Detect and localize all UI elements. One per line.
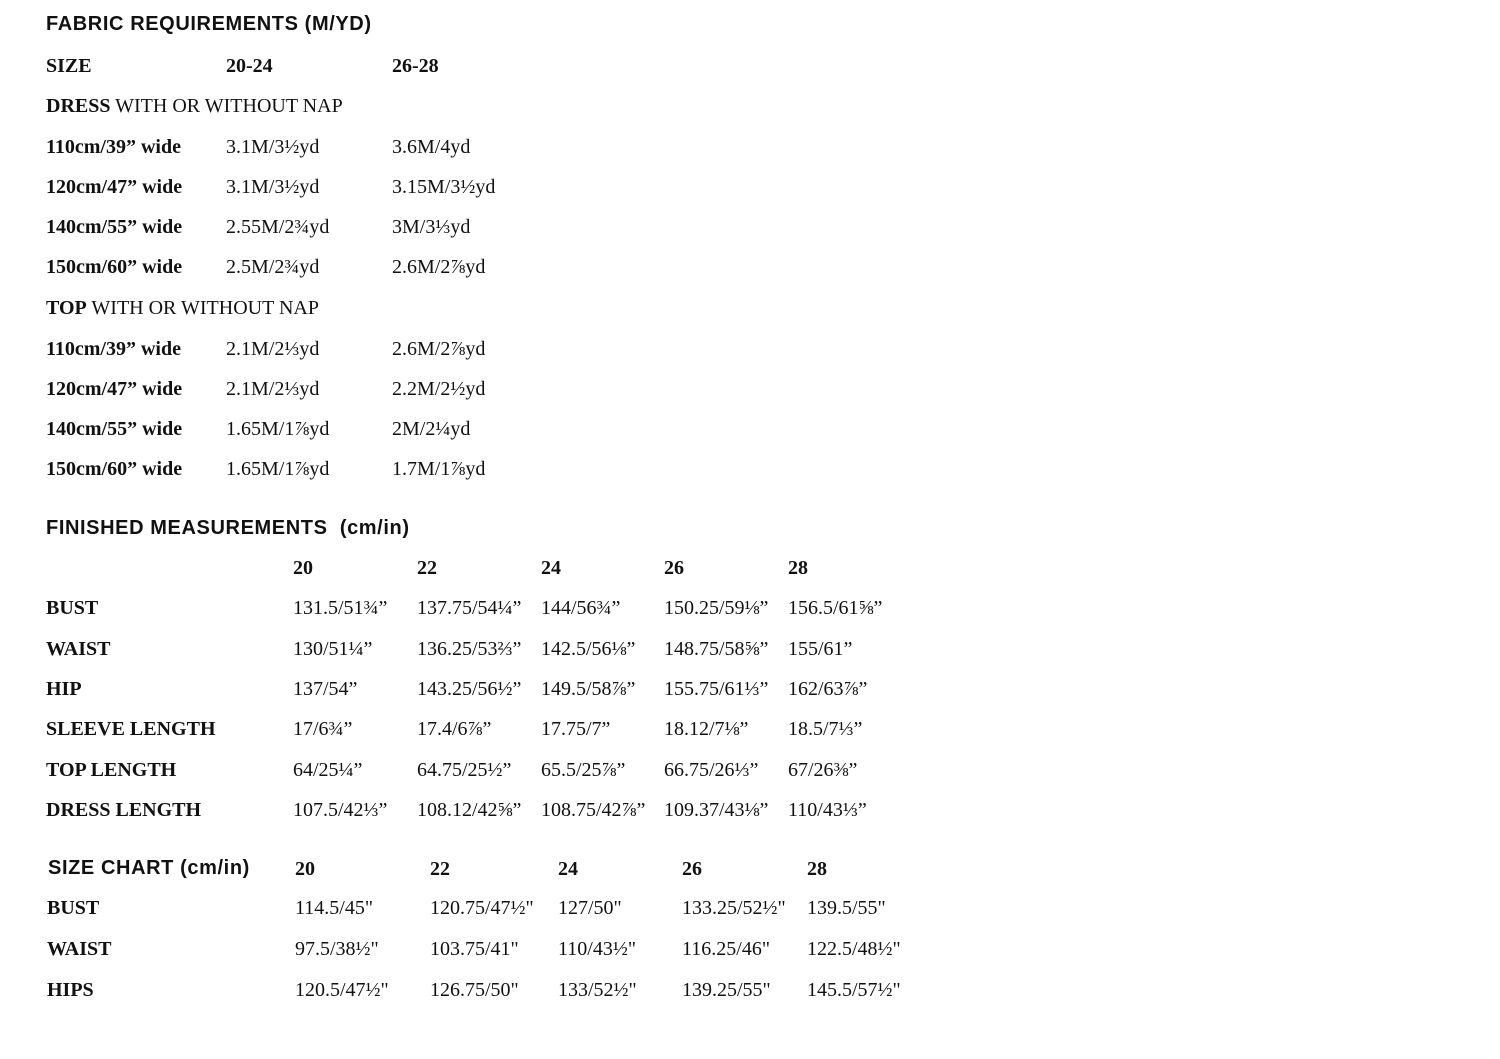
fabric-amount: 3.1M/3½yd (226, 176, 320, 198)
fabric-amount: 2.5M/2¾yd (226, 256, 320, 278)
finished-value: 144/56¾” (541, 597, 621, 619)
finished-row-label: DRESS LENGTH (46, 799, 202, 821)
finished-value: 65.5/25⅞” (541, 759, 626, 781)
top-title-bold: TOP (46, 297, 87, 319)
dress-section-title (46, 96, 343, 116)
fabric-amount: 2M/2¼yd (392, 418, 471, 440)
finished-value: 67/26⅜” (788, 759, 858, 781)
size-chart-value: 116.25/46" (682, 938, 770, 960)
fabric-amount: 1.65M/1⅞yd (226, 418, 330, 440)
finished-size-header: 20 (293, 557, 313, 579)
finished-value: 162/63⅞” (788, 678, 868, 700)
fabric-width-label: 140cm/55” wide (46, 216, 183, 238)
size-chart-value: 120.5/47½" (295, 979, 389, 1001)
size-chart-row-label: WAIST (47, 938, 112, 960)
finished-value: 155/61” (788, 638, 853, 660)
finished-value: 155.75/61⅓” (664, 678, 769, 700)
finished-value: 66.75/26⅓” (664, 759, 759, 781)
fabric-width-label: 120cm/47” wide (46, 176, 183, 198)
finished-size-header: 22 (417, 557, 437, 579)
finished-size-header: 24 (541, 557, 561, 579)
fabric-amount: 2.6M/2⅞yd (392, 256, 486, 278)
size-chart-size-header: 24 (558, 858, 578, 880)
finished-value: 18.5/7⅓” (788, 718, 863, 740)
size-chart-row-label: HIPS (47, 979, 94, 1001)
fabric-size-header: 26-28 (392, 55, 439, 77)
size-chart-value: 110/43½" (558, 938, 636, 960)
finished-row-label: WAIST (46, 638, 111, 660)
fabric-amount: 2.55M/2¾yd (226, 216, 330, 238)
fabric-width-label: 150cm/60” wide (46, 458, 183, 480)
fabric-width-label: 120cm/47” wide (46, 378, 183, 400)
finished-value: 137/54” (293, 678, 358, 700)
top-section-title (46, 298, 319, 318)
size-chart-value: 120.75/47½" (430, 897, 534, 919)
finished-value: 109.37/43⅛” (664, 799, 769, 821)
fabric-amount: 2.6M/2⅞yd (392, 338, 486, 360)
fabric-heading: FABRIC REQUIREMENTS (M/YD) (46, 13, 372, 35)
finished-value: 17.4/6⅞” (417, 718, 492, 740)
fabric-amount: 3.6M/4yd (392, 136, 471, 158)
finished-value: 150.25/59⅛” (664, 597, 769, 619)
finished-value: 149.5/58⅞” (541, 678, 636, 700)
finished-value: 64/25¼” (293, 759, 363, 781)
fabric-amount: 2.1M/2⅓yd (226, 378, 320, 400)
size-chart-value: 97.5/38½" (295, 938, 379, 960)
fabric-width-label: 140cm/55” wide (46, 418, 183, 440)
top-title-rest: WITH OR WITHOUT NAP (86, 297, 319, 319)
size-chart-heading: SIZE CHART (cm/in) (48, 857, 250, 879)
size-label: SIZE (46, 55, 92, 77)
finished-value: 107.5/42⅓” (293, 799, 388, 821)
finished-value: 64.75/25½” (417, 759, 512, 781)
fabric-size-header: 20-24 (226, 55, 273, 77)
size-chart-size-header: 22 (430, 858, 450, 880)
fabric-width-label: 110cm/39” wide (46, 338, 181, 360)
fabric-amount: 3.1M/3½yd (226, 136, 320, 158)
finished-value: 18.12/7⅛” (664, 718, 749, 740)
finished-value: 156.5/61⅝” (788, 597, 883, 619)
fabric-amount: 2.1M/2⅓yd (226, 338, 320, 360)
finished-value: 17/6¾” (293, 718, 353, 740)
finished-value: 108.12/42⅝” (417, 799, 522, 821)
finished-row-label: BUST (46, 597, 99, 619)
size-chart-value: 133/52½" (558, 979, 637, 1001)
fabric-amount: 3M/3⅓yd (392, 216, 471, 238)
fabric-amount: 1.7M/1⅞yd (392, 458, 486, 480)
size-chart-value: 126.75/50" (430, 979, 519, 1001)
fabric-width-label: 150cm/60” wide (46, 256, 183, 278)
size-chart-value: 145.5/57½" (807, 979, 901, 1001)
finished-size-header: 26 (664, 557, 684, 579)
size-chart-size-header: 26 (682, 858, 702, 880)
size-chart-row-label: BUST (47, 897, 100, 919)
size-chart-value: 133.25/52½" (682, 897, 786, 919)
dress-title-bold: DRESS (46, 95, 111, 117)
finished-value: 136.25/53⅔” (417, 638, 522, 660)
fabric-amount: 1.65M/1⅞yd (226, 458, 330, 480)
finished-value: 108.75/42⅞” (541, 799, 646, 821)
size-chart-size-header: 20 (295, 858, 315, 880)
size-chart-value: 103.75/41" (430, 938, 519, 960)
fabric-amount: 3.15M/3½yd (392, 176, 496, 198)
finished-value: 142.5/56⅛” (541, 638, 636, 660)
fabric-amount: 2.2M/2½yd (392, 378, 486, 400)
finished-value: 110/43⅓” (788, 799, 867, 821)
finished-value: 148.75/58⅝” (664, 638, 769, 660)
dress-title-rest: WITH OR WITHOUT NAP (110, 95, 343, 117)
finished-size-header: 28 (788, 557, 808, 579)
finished-row-label: HIP (46, 678, 82, 700)
size-chart-value: 139.5/55" (807, 897, 886, 919)
finished-value: 137.75/54¼” (417, 597, 522, 619)
finished-value: 130/51¼” (293, 638, 373, 660)
finished-row-label: SLEEVE LENGTH (46, 718, 216, 740)
finished-heading: FINISHED MEASUREMENTS (cm/in) (46, 517, 410, 539)
finished-row-label: TOP LENGTH (46, 759, 177, 781)
size-chart-value: 127/50" (558, 897, 622, 919)
size-chart-value: 122.5/48½" (807, 938, 901, 960)
fabric-width-label: 110cm/39” wide (46, 136, 181, 158)
size-chart-value: 114.5/45" (295, 897, 373, 919)
finished-value: 143.25/56½” (417, 678, 522, 700)
size-chart-size-header: 28 (807, 858, 827, 880)
finished-value: 131.5/51¾” (293, 597, 388, 619)
size-chart-value: 139.25/55" (682, 979, 771, 1001)
finished-value: 17.75/7” (541, 718, 611, 740)
